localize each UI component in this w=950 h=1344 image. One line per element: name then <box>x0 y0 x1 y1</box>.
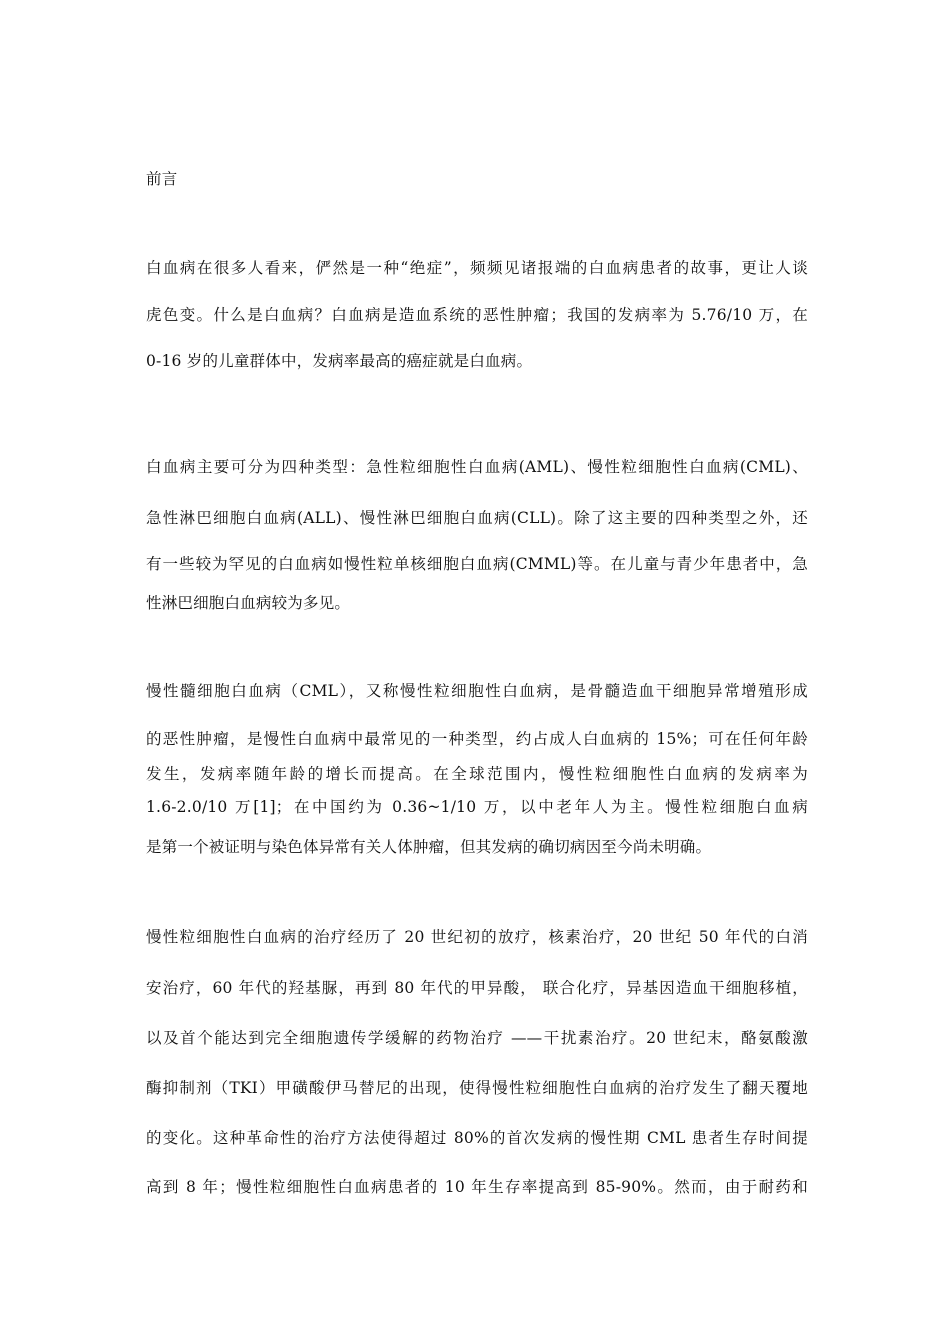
paragraph-4-line-3: 以及首个能达到完全细胞遗传学缓解的药物治疗 ——干扰素治疗。20 世纪末，酪氨酸激 <box>146 1029 808 1047</box>
paragraph-4-line-6: 高到 8 年；慢性粒细胞性白血病患者的 10 年生存率提高到 85-90%。然而，由于耐药和 <box>146 1178 808 1196</box>
paragraph-4-line-1: 慢性粒细胞性白血病的治疗经历了 20 世纪初的放疗，核素治疗，20 世纪 50 年代的白消 <box>146 928 808 946</box>
paragraph-4-line-4: 酶抑制剂（TKI）甲磺酸伊马替尼的出现，使得慢性粒细胞性白血病的治疗发生了翻天覆地 <box>146 1079 808 1097</box>
paragraph-1-line-1: 白血病在很多人看来，俨然是一种“绝症”，频频见诸报端的白血病患者的故事，更让人谈 <box>146 259 808 277</box>
paragraph-3-line-3: 发生，发病率随年龄的增长而提高。在全球范围内，慢性粒细胞性白血病的发病率为 <box>146 765 808 783</box>
paragraph-2-line-4: 性淋巴细胞白血病较为多见。 <box>146 594 351 612</box>
paragraph-1-line-2: 虎色变。什么是白血病？白血病是造血系统的恶性肿瘤；我国的发病率为 5.76/10 万，在 <box>146 306 808 324</box>
paragraph-3-line-2: 的恶性肿瘤，是慢性白血病中最常见的一种类型，约占成人白血病的 15%；可在任何年龄 <box>146 730 808 748</box>
paragraph-4-line-2: 安治疗，60 年代的羟基脲，再到 80 年代的甲异酸， 联合化疗，异基因造血干细胞移植， <box>146 979 808 997</box>
paragraph-2-line-2: 急性淋巴细胞白血病(ALL)、慢性淋巴细胞白血病(CLL)。除了这主要的四种类型之外，还 <box>146 509 808 527</box>
paragraph-1-line-3: 0-16 岁的儿童群体中，发病率最高的癌症就是白血病。 <box>146 352 533 370</box>
page-heading: 前言 <box>146 170 178 188</box>
paragraph-4-line-5: 的变化。这种革命性的治疗方法使得超过 80%的首次发病的慢性期 CML 患者生存时间提 <box>146 1129 808 1147</box>
paragraph-3-line-1: 慢性髓细胞白血病（CML），又称慢性粒细胞性白血病，是骨髓造血干细胞异常增殖形成 <box>146 682 808 700</box>
paragraph-2-line-1: 白血病主要可分为四种类型：急性粒细胞性白血病(AML)、慢性粒细胞性白血病(CML)、 <box>146 458 808 476</box>
paragraph-3-line-5: 是第一个被证明与染色体异常有关人体肿瘤，但其发病的确切病因至今尚未明确。 <box>146 838 712 856</box>
paragraph-2-line-3: 有一些较为罕见的白血病如慢性粒单核细胞白血病(CMML)等。在儿童与青少年患者中，急 <box>146 555 808 573</box>
paragraph-3-line-4: 1.6-2.0/10 万[1]；在中国约为 0.36~1/10 万，以中老年人为主。慢性粒细胞白血病 <box>146 798 808 816</box>
